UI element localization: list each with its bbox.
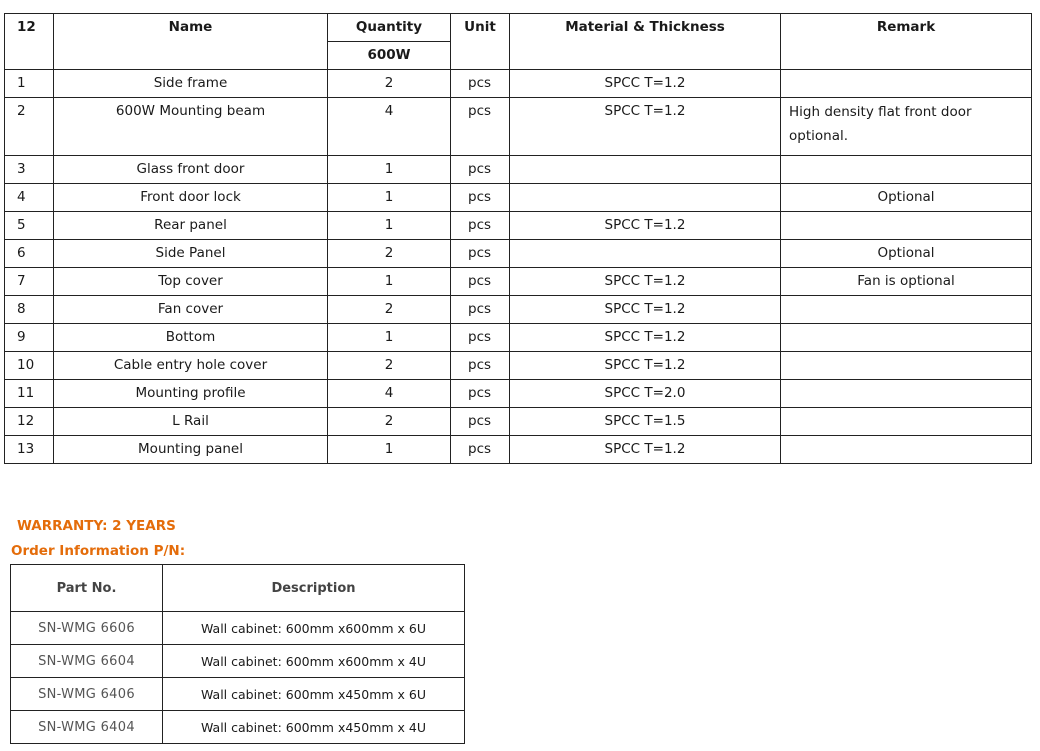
row-remark xyxy=(781,324,1032,352)
row-remark xyxy=(781,212,1032,240)
row-quantity: 1 xyxy=(328,212,451,240)
row-name: Cable entry hole cover xyxy=(54,352,328,380)
row-number: 4 xyxy=(5,184,54,212)
row-quantity: 2 xyxy=(328,296,451,324)
table-row xyxy=(5,296,1032,324)
row-number: 13 xyxy=(5,436,54,464)
table-row xyxy=(5,352,1032,380)
row-remark xyxy=(781,380,1032,408)
table-row xyxy=(5,240,1032,268)
table-row xyxy=(5,268,1032,296)
table-row xyxy=(11,711,465,744)
row-unit: pcs xyxy=(451,408,510,436)
table-row xyxy=(5,380,1032,408)
row-remark xyxy=(781,296,1032,324)
row-unit: pcs xyxy=(451,70,510,98)
header-quantity-sub: 600W xyxy=(328,42,451,70)
row-unit: pcs xyxy=(451,212,510,240)
header-remark: Remark xyxy=(781,14,1032,70)
row-name: Top cover xyxy=(54,268,328,296)
row-unit: pcs xyxy=(451,436,510,464)
row-material: SPCC T=1.2 xyxy=(510,324,781,352)
row-number: 2 xyxy=(5,98,54,156)
part-number: SN-WMG 6606 xyxy=(11,612,163,645)
row-material: SPCC T=1.2 xyxy=(510,70,781,98)
row-remark: Fan is optional xyxy=(781,268,1032,296)
table-row xyxy=(5,436,1032,464)
row-material: SPCC T=1.2 xyxy=(510,352,781,380)
row-number: 12 xyxy=(5,408,54,436)
warranty-label: WARRANTY: 2 YEARS xyxy=(17,518,176,534)
part-number: SN-WMG 6604 xyxy=(11,645,163,678)
header-quantity: Quantity xyxy=(328,14,451,42)
row-quantity: 2 xyxy=(328,240,451,268)
part-number: SN-WMG 6404 xyxy=(11,711,163,744)
row-remark xyxy=(781,352,1032,380)
table-row xyxy=(5,324,1032,352)
row-name: Rear panel xyxy=(54,212,328,240)
row-name: 600W Mounting beam xyxy=(54,98,328,156)
row-quantity: 1 xyxy=(328,324,451,352)
row-quantity: 1 xyxy=(328,436,451,464)
row-number: 1 xyxy=(5,70,54,98)
row-material: SPCC T=1.2 xyxy=(510,436,781,464)
table-row xyxy=(11,678,465,711)
row-unit: pcs xyxy=(451,240,510,268)
row-name: Glass front door xyxy=(54,156,328,184)
row-unit: pcs xyxy=(451,352,510,380)
row-number: 7 xyxy=(5,268,54,296)
row-remark: High density flat front door optional. xyxy=(781,98,1032,156)
row-quantity: 1 xyxy=(328,268,451,296)
row-name: Bottom xyxy=(54,324,328,352)
row-material: SPCC T=1.2 xyxy=(510,268,781,296)
table-row xyxy=(5,156,1032,184)
row-number: 10 xyxy=(5,352,54,380)
row-remark xyxy=(781,436,1032,464)
row-quantity: 4 xyxy=(328,98,451,156)
header-material: Material & Thickness xyxy=(510,14,781,70)
table-row xyxy=(5,98,1032,156)
row-material xyxy=(510,184,781,212)
row-unit: pcs xyxy=(451,156,510,184)
row-remark: Optional xyxy=(781,184,1032,212)
row-number: 9 xyxy=(5,324,54,352)
order-info-title: Order Information P/N: xyxy=(11,543,186,559)
header-no: 12 xyxy=(5,14,54,70)
row-unit: pcs xyxy=(451,296,510,324)
row-material xyxy=(510,156,781,184)
header-part-no: Part No. xyxy=(11,565,163,612)
part-description: Wall cabinet: 600mm x450mm x 4U xyxy=(163,711,465,744)
row-unit: pcs xyxy=(451,98,510,156)
row-quantity: 2 xyxy=(328,70,451,98)
row-material: SPCC T=1.2 xyxy=(510,296,781,324)
row-quantity: 2 xyxy=(328,408,451,436)
part-description: Wall cabinet: 600mm x600mm x 4U xyxy=(163,645,465,678)
row-unit: pcs xyxy=(451,324,510,352)
row-material: SPCC T=1.2 xyxy=(510,98,781,156)
row-quantity: 4 xyxy=(328,380,451,408)
table-row xyxy=(11,612,465,645)
row-name: Mounting profile xyxy=(54,380,328,408)
header-description: Description xyxy=(163,565,465,612)
header-unit: Unit xyxy=(451,14,510,70)
part-description: Wall cabinet: 600mm x450mm x 6U xyxy=(163,678,465,711)
row-number: 8 xyxy=(5,296,54,324)
row-remark xyxy=(781,70,1032,98)
row-number: 3 xyxy=(5,156,54,184)
row-name: Mounting panel xyxy=(54,436,328,464)
row-number: 5 xyxy=(5,212,54,240)
part-number: SN-WMG 6406 xyxy=(11,678,163,711)
row-name: Side frame xyxy=(54,70,328,98)
part-description: Wall cabinet: 600mm x600mm x 6U xyxy=(163,612,465,645)
row-unit: pcs xyxy=(451,380,510,408)
row-unit: pcs xyxy=(451,184,510,212)
header-name: Name xyxy=(54,14,328,70)
row-quantity: 1 xyxy=(328,156,451,184)
row-name: Fan cover xyxy=(54,296,328,324)
row-number: 11 xyxy=(5,380,54,408)
table-row xyxy=(5,70,1032,98)
row-remark xyxy=(781,156,1032,184)
row-remark xyxy=(781,408,1032,436)
table-row xyxy=(5,408,1032,436)
table-row xyxy=(5,212,1032,240)
table-row xyxy=(11,645,465,678)
row-material xyxy=(510,240,781,268)
row-quantity: 1 xyxy=(328,184,451,212)
order-info-table xyxy=(10,564,465,744)
row-unit: pcs xyxy=(451,268,510,296)
table-row xyxy=(5,184,1032,212)
row-remark: Optional xyxy=(781,240,1032,268)
row-quantity: 2 xyxy=(328,352,451,380)
row-material: SPCC T=2.0 xyxy=(510,380,781,408)
row-name: L Rail xyxy=(54,408,328,436)
bill-of-materials-table xyxy=(4,13,1032,464)
row-material: SPCC T=1.2 xyxy=(510,212,781,240)
row-name: Front door lock xyxy=(54,184,328,212)
row-number: 6 xyxy=(5,240,54,268)
row-material: SPCC T=1.5 xyxy=(510,408,781,436)
row-name: Side Panel xyxy=(54,240,328,268)
